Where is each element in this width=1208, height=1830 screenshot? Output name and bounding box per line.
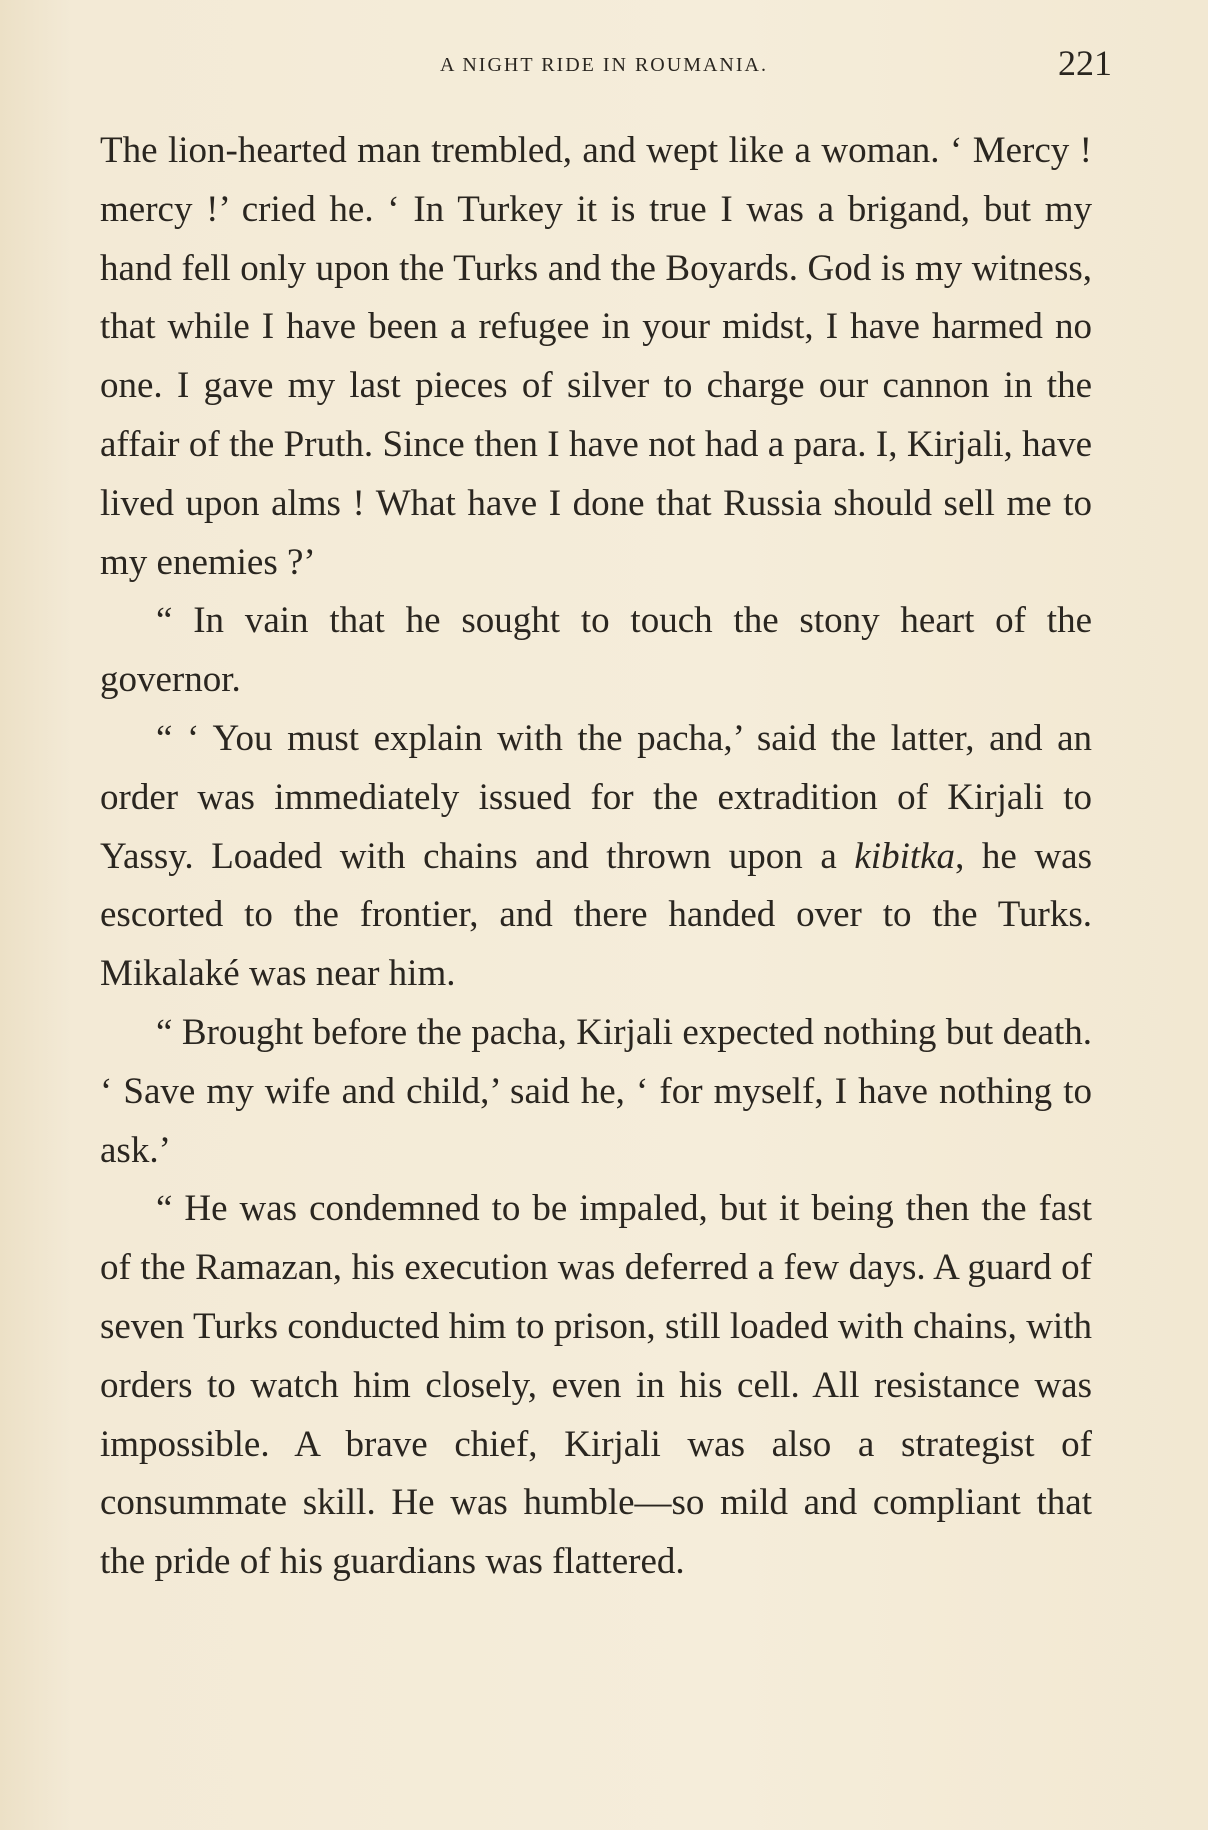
page-number: 221	[1058, 43, 1112, 83]
paragraph-text-before-italic: “ ‘ You must explain with the pacha,’ said the latter, and an order was immediately issued for the extradition of Kirjali to Yassy. Loaded with chains and thrown upon a	[100, 717, 1092, 877]
paragraph: “ In vain that he sought to touch the stony heart of the governor.	[100, 600, 1092, 701]
paragraph-text-after-italic: , he was escorted to the frontier, and there handed over to the Turks. Mikalaké was near him.	[100, 835, 1092, 995]
paragraph: The lion-hearted man trembled, and wept like a woman. ‘ Mercy ! mercy !’ cried he. ‘ In Turkey it is true I was a brigand, but my hand fell only upon the Turks and the Boyards. God is my witness, that while I have been a refugee in your midst, I have harmed no one. I gave my last pieces of silver to charge our cannon in the affair of the Pruth. Since then I have not had a para. I, Kirjali, have lived upon alms ! What have I done that Russia should sell me to my enemies ?’	[100, 130, 1092, 583]
running-head	[96, 42, 1112, 92]
paragraph: “ Brought before the pacha, Kirjali expected nothing but death. ‘ Save my wife and child,’ said he, ‘ for myself, I have nothing to ask.’	[100, 1011, 1092, 1171]
paragraph: “ He was condemned to be impaled, but it being then the fast of the Ramazan, his execution was deferred a few days. A guard of seven Turks conducted him to prison, still loaded with chains, with orders to watch him closely, even in his cell. All resistance was impossible. A brave chief, Kirjali was also a strategist of consummate skill. He was humble—so mild and compliant that the pride of his guardians was flattered.	[100, 1188, 1092, 1583]
running-title: A NIGHT RIDE IN ROUMANIA.	[440, 54, 768, 76]
italic-term: kibitka	[854, 835, 956, 877]
paragraph	[100, 710, 1092, 1004]
body-text	[100, 122, 1092, 1592]
